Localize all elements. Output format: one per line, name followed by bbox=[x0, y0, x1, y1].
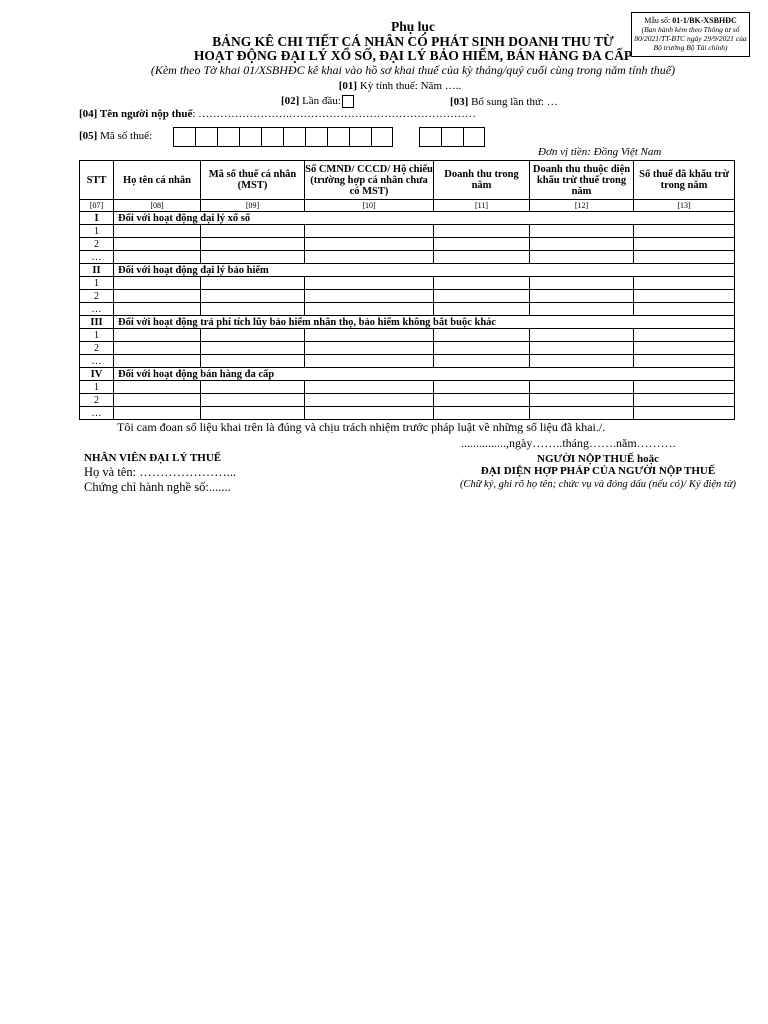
table-row bbox=[80, 277, 735, 290]
table-cell[interactable] bbox=[305, 225, 434, 238]
taxpayer-representative-title: ĐẠI DIỆN HỢP PHÁP CỦA NGƯỜI NỘP THUẾ bbox=[480, 465, 716, 477]
table-cell[interactable] bbox=[201, 342, 305, 355]
date-line: ...............,ngày……..tháng…….năm………. bbox=[461, 436, 676, 450]
table-cell[interactable] bbox=[634, 238, 735, 251]
table-cell[interactable] bbox=[305, 303, 434, 316]
table-cell[interactable] bbox=[114, 303, 201, 316]
table-cell[interactable] bbox=[305, 342, 434, 355]
taxpayer-title: NGƯỜI NỘP THUẾ hoặc bbox=[537, 453, 659, 465]
section-number: I bbox=[80, 212, 114, 225]
table-cell[interactable] bbox=[634, 342, 735, 355]
table-cell[interactable] bbox=[114, 355, 201, 368]
table-cell[interactable] bbox=[634, 290, 735, 303]
row-number: … bbox=[80, 303, 114, 316]
title-line-2: HOẠT ĐỘNG ĐẠI LÝ XỔ SỐ, ĐẠI LÝ BẢO HIỂM, BÁN HÀNG ĐA CẤP bbox=[193, 48, 633, 63]
table-row bbox=[80, 381, 735, 394]
table-cell[interactable] bbox=[634, 394, 735, 407]
table-header-row bbox=[80, 161, 735, 200]
tax-code-digit-box[interactable] bbox=[463, 127, 485, 147]
table-row bbox=[80, 329, 735, 342]
section-title: Đối với hoạt động trả phí tích lũy bảo hiểm nhân thọ, bảo hiểm không bắt buộc khác bbox=[114, 316, 735, 329]
appendix-label: Phụ lục bbox=[391, 19, 435, 34]
table-cell[interactable] bbox=[114, 381, 201, 394]
table-cell[interactable] bbox=[201, 355, 305, 368]
tax-code-digit-box[interactable] bbox=[217, 127, 239, 147]
table-cell[interactable] bbox=[530, 251, 634, 264]
table-row bbox=[80, 407, 735, 420]
table-cell[interactable] bbox=[530, 290, 634, 303]
table-row bbox=[80, 342, 735, 355]
table-cell[interactable] bbox=[434, 329, 530, 342]
row-number: 1 bbox=[80, 381, 114, 394]
col-header-tax-code: Mã số thuế cá nhân (MST) bbox=[201, 161, 305, 200]
table-row bbox=[80, 355, 735, 368]
table-cell[interactable] bbox=[201, 329, 305, 342]
table-cell[interactable] bbox=[434, 303, 530, 316]
row-number: 2 bbox=[80, 290, 114, 303]
table-cell[interactable] bbox=[530, 329, 634, 342]
tax-code-digit-box[interactable] bbox=[261, 127, 283, 147]
row-number: … bbox=[80, 407, 114, 420]
section-row bbox=[80, 212, 735, 225]
row-number: … bbox=[80, 251, 114, 264]
table-cell[interactable] bbox=[114, 225, 201, 238]
table-row bbox=[80, 251, 735, 264]
column-code: [11] bbox=[434, 200, 530, 212]
col-header-withholding-revenue: Doanh thu thuộc diện khấu trừ thuế trong năm bbox=[530, 161, 634, 200]
currency-unit: Đơn vị tiền: Đồng Việt Nam bbox=[538, 146, 662, 158]
table-cell[interactable] bbox=[305, 407, 434, 420]
column-codes-row bbox=[80, 200, 735, 212]
table-cell[interactable] bbox=[434, 277, 530, 290]
section-title: Đối với hoạt động bán hàng đa cấp bbox=[114, 368, 735, 381]
table-cell[interactable] bbox=[305, 329, 434, 342]
table-cell[interactable] bbox=[305, 251, 434, 264]
signature-note: (Chữ ký, ghi rõ họ tên; chức vụ và đóng dấu (nếu có)/ Ký điện tử) bbox=[459, 479, 737, 490]
column-code: [12] bbox=[530, 200, 634, 212]
section-number: II bbox=[80, 264, 114, 277]
table-cell[interactable] bbox=[201, 303, 305, 316]
table-cell[interactable] bbox=[634, 251, 735, 264]
tax-code-digit-box[interactable] bbox=[283, 127, 305, 147]
row-number: 1 bbox=[80, 329, 114, 342]
table-cell[interactable] bbox=[114, 407, 201, 420]
table-cell[interactable] bbox=[434, 355, 530, 368]
table-cell[interactable] bbox=[634, 407, 735, 420]
tax-agent-title: NHÂN VIÊN ĐẠI LÝ THUẾ bbox=[84, 452, 222, 464]
row-number: … bbox=[80, 355, 114, 368]
field-02-first-time: [02] Lần đầu: bbox=[281, 95, 354, 108]
section-title: Đối với hoạt động đại lý bảo hiểm bbox=[114, 264, 735, 277]
tax-code-boxes-branch[interactable] bbox=[419, 127, 485, 147]
table-cell[interactable] bbox=[530, 355, 634, 368]
table-cell[interactable] bbox=[114, 290, 201, 303]
table-cell[interactable] bbox=[201, 290, 305, 303]
table-cell[interactable] bbox=[114, 394, 201, 407]
table-cell[interactable] bbox=[530, 394, 634, 407]
table-cell[interactable] bbox=[434, 381, 530, 394]
table-row bbox=[80, 394, 735, 407]
table-row bbox=[80, 238, 735, 251]
table-cell[interactable] bbox=[305, 394, 434, 407]
table-cell[interactable] bbox=[201, 277, 305, 290]
tax-code-digit-box[interactable] bbox=[419, 127, 441, 147]
table-cell[interactable] bbox=[434, 251, 530, 264]
col-header-name: Họ tên cá nhân bbox=[114, 161, 201, 200]
tax-code-digit-box[interactable] bbox=[195, 127, 217, 147]
tax-code-digit-box[interactable] bbox=[371, 127, 393, 147]
tax-agent-name: Họ và tên: …………………... bbox=[84, 465, 237, 479]
tax-agent-certificate: Chứng chỉ hành nghề số:....... bbox=[84, 480, 231, 494]
table-cell[interactable] bbox=[114, 329, 201, 342]
field-01-period: [01] Kỳ tính thuế: Năm ….. bbox=[338, 80, 462, 92]
col-header-stt: STT bbox=[80, 161, 114, 200]
first-time-checkbox[interactable] bbox=[342, 95, 354, 108]
title-line-1: BẢNG KÊ CHI TIẾT CÁ NHÂN CÓ PHÁT SINH DOANH THU TỪ bbox=[212, 34, 614, 49]
table-cell[interactable] bbox=[201, 251, 305, 264]
column-code: [08] bbox=[114, 200, 201, 212]
table-row bbox=[80, 303, 735, 316]
row-number: 2 bbox=[80, 394, 114, 407]
form-code-note: (Ban hành kèm theo Thông tư số 80/2021/TT-BTC ngày 29/9/2021 của Bộ trưởng Bộ Tài chính) bbox=[634, 25, 747, 52]
col-header-tax-withheld: Số thuế đã khấu trừ trong năm bbox=[634, 161, 735, 200]
table-cell[interactable] bbox=[634, 277, 735, 290]
table-cell[interactable] bbox=[305, 277, 434, 290]
tax-code-boxes-main[interactable] bbox=[173, 127, 393, 147]
table-cell[interactable] bbox=[634, 355, 735, 368]
row-number: 1 bbox=[80, 225, 114, 238]
table-cell[interactable] bbox=[201, 394, 305, 407]
table-cell[interactable] bbox=[434, 342, 530, 355]
section-row bbox=[80, 264, 735, 277]
field-03-supplement: [03] Bổ sung lần thứ: … bbox=[450, 96, 558, 108]
tax-code-digit-box[interactable] bbox=[349, 127, 371, 147]
table-cell[interactable] bbox=[201, 407, 305, 420]
tax-code-digit-box[interactable] bbox=[305, 127, 327, 147]
col-header-id-number: Số CMND/ CCCD/ Hộ chiếu (trường hợp cá nhân chưa có MST) bbox=[305, 161, 434, 200]
table-cell[interactable] bbox=[201, 225, 305, 238]
table-cell[interactable] bbox=[201, 238, 305, 251]
table-cell[interactable] bbox=[114, 342, 201, 355]
table-cell[interactable] bbox=[530, 342, 634, 355]
table-cell[interactable] bbox=[530, 381, 634, 394]
table-cell[interactable] bbox=[434, 290, 530, 303]
table-cell[interactable] bbox=[114, 277, 201, 290]
row-number: 2 bbox=[80, 238, 114, 251]
table-cell[interactable] bbox=[305, 355, 434, 368]
column-code: [10] bbox=[305, 200, 434, 212]
section-number: III bbox=[80, 316, 114, 329]
table-cell[interactable] bbox=[530, 303, 634, 316]
field-04-taxpayer-name: [04] Tên người nộp thuế: …………………….…………………………………………… bbox=[79, 108, 476, 120]
field-05-tax-code: [05] Mã số thuế: bbox=[79, 130, 153, 142]
table-cell[interactable] bbox=[434, 225, 530, 238]
section-title: Đối với hoạt động đại lý xổ số bbox=[114, 212, 735, 225]
table-cell[interactable] bbox=[634, 381, 735, 394]
row-number: 2 bbox=[80, 342, 114, 355]
table-cell[interactable] bbox=[201, 381, 305, 394]
tax-code-digit-box[interactable] bbox=[327, 127, 349, 147]
table-cell[interactable] bbox=[305, 290, 434, 303]
section-row bbox=[80, 368, 735, 381]
tax-code-digit-box[interactable] bbox=[441, 127, 463, 147]
table-cell[interactable] bbox=[634, 329, 735, 342]
column-code: [07] bbox=[80, 200, 114, 212]
table-cell[interactable] bbox=[530, 238, 634, 251]
subtitle: (Kèm theo Tờ khai 01/XSBHĐC kê khai vào hồ sơ khai thuế của kỳ tháng/quý cuối cùng trong năm tính thuế) bbox=[150, 63, 676, 77]
detail-table bbox=[79, 160, 735, 420]
section-number: IV bbox=[80, 368, 114, 381]
table-cell[interactable] bbox=[305, 381, 434, 394]
table-cell[interactable] bbox=[434, 238, 530, 251]
table-cell[interactable] bbox=[634, 303, 735, 316]
col-header-revenue: Doanh thu trong năm bbox=[434, 161, 530, 200]
column-code: [09] bbox=[201, 200, 305, 212]
tax-code-digit-box[interactable] bbox=[173, 127, 195, 147]
table-cell[interactable] bbox=[434, 407, 530, 420]
form-code: Mẫu số: 01-1/BK-XSBHĐC bbox=[644, 16, 737, 25]
section-row bbox=[80, 316, 735, 329]
table-cell[interactable] bbox=[634, 225, 735, 238]
row-number: 1 bbox=[80, 277, 114, 290]
table-row bbox=[80, 225, 735, 238]
table-cell[interactable] bbox=[530, 277, 634, 290]
table-cell[interactable] bbox=[434, 394, 530, 407]
tax-code-digit-box[interactable] bbox=[239, 127, 261, 147]
table-cell[interactable] bbox=[530, 225, 634, 238]
table-cell[interactable] bbox=[114, 251, 201, 264]
table-row bbox=[80, 290, 735, 303]
pledge-statement: Tôi cam đoan số liệu khai trên là đúng và chịu trách nhiệm trước pháp luật về những số liệu đã khai./. bbox=[117, 420, 606, 434]
table-cell[interactable] bbox=[114, 238, 201, 251]
table-cell[interactable] bbox=[305, 238, 434, 251]
column-code: [13] bbox=[634, 200, 735, 212]
table-cell[interactable] bbox=[530, 407, 634, 420]
